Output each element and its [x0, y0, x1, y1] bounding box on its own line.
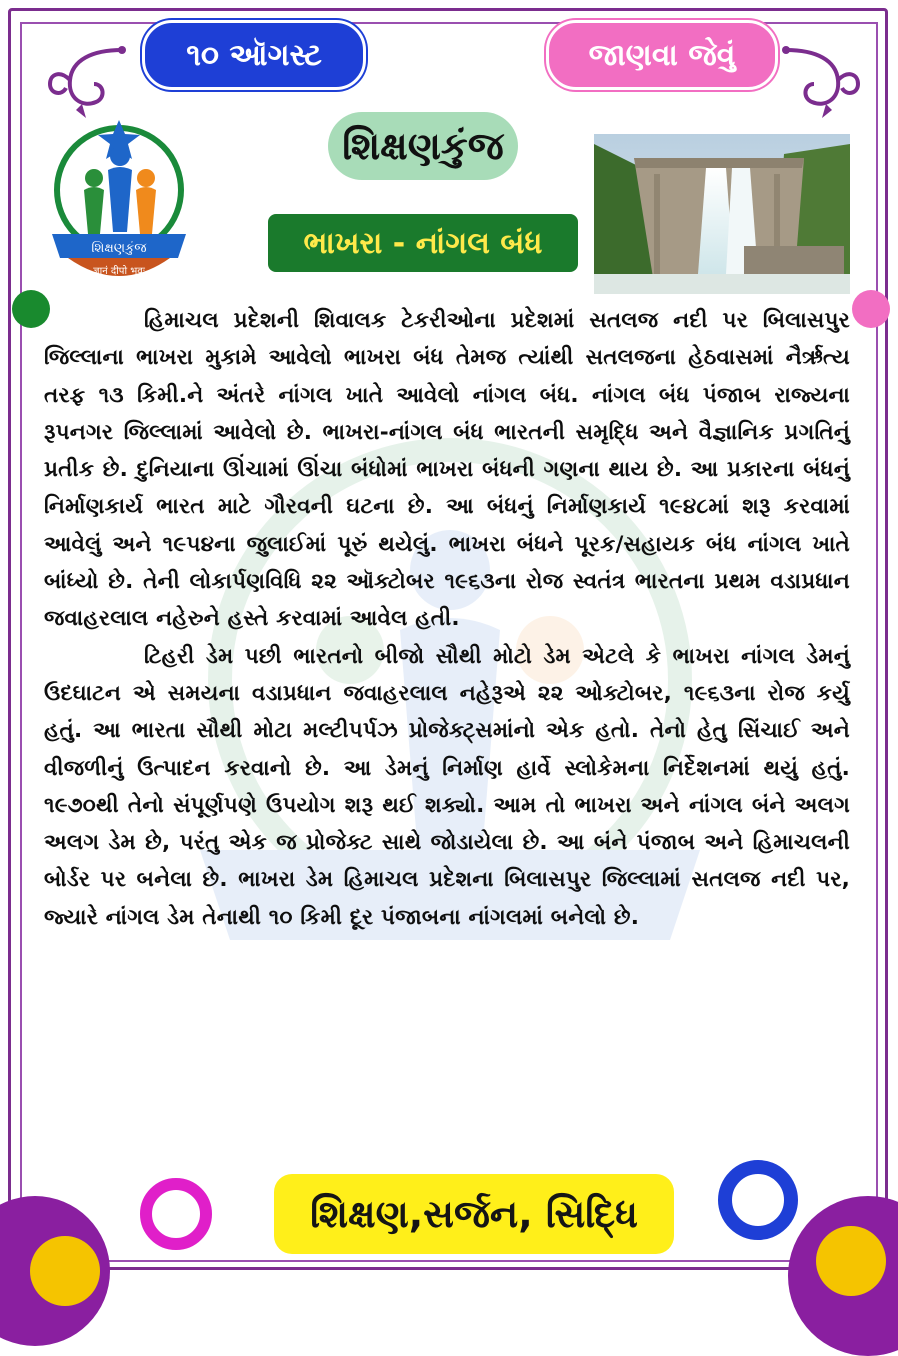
- left-flourish-icon: [42, 40, 132, 120]
- corner-yellow-right-decoration: [816, 1226, 886, 1296]
- bhakra-dam-photo: [594, 134, 850, 294]
- info-badge: જાણવા જેવું: [546, 20, 778, 90]
- logo-banner-text: શિક્ષણકુંજ: [91, 241, 147, 256]
- blue-ring-decoration: [718, 1160, 798, 1240]
- footer-tagline: શિક્ષણ,સર્જન, સિદ્ધિ: [274, 1174, 674, 1254]
- topic-title: ભાખરા - નાંગલ બંધ: [268, 214, 578, 272]
- date-badge: ૧૦ ઑગસ્ટ: [142, 20, 366, 90]
- magenta-ring-decoration: [140, 1178, 212, 1250]
- pink-dot-decoration: [852, 290, 890, 328]
- logo-motto: ज्ञानं दीपो भवः: [93, 266, 145, 277]
- article-body: [44, 302, 850, 936]
- article-paragraph: ટિહરી ડેમ પછી ભારતનો બીજો સૌથી મોટો ડેમ એટલે કે ભાખરા નાંગલ ડેમનું ઉદઘાટન એ સમયના વડાપ્રધાન જવાહરલાલ નહેરૂએ ૨૨ ઓક્ટોબર, ૧૯૬૩ના રોજ કર્યુ હતું. આ ભારતા સૌથી મોટા મલ્ટીપર્પઝ પ્રોજેક્ટ્સમાંનો એક હતો. તેનો હેતુ સિંચાઈ અને વીજળીનું ઉત્પાદન કરવાનો છે. આ ડેમનું નિર્માણ હાર્વે સ્લોકેમના નિર્દેશનમાં થયું હતું. ૧૯૭૦થી તેનો સંપૂર્ણપણે ઉપયોગ શરૂ થઈ શક્યો. આમ તો ભાખરા અને નાંગલ બંને અલગ અલગ ડેમ છે, પરંતુ એક જ પ્રોજેક્ટ સાથે જોડાયેલા છે. આ બંને પંજાબ અને હિમાચલની બોર્ડર પર બનેલા છે. ભાખરા ડેમ હિમાચલ પ્રદેશના બિલાસપુર જિલ્લામાં સતલજ નદી પર, જ્યારે નાંગલ ડેમ તેનાથી ૧૦ કિમી દૂર પંજાબના નાંગલમાં બનેલો છે.: [44, 643, 850, 930]
- right-flourish-icon: [776, 40, 866, 120]
- article-paragraph: હિમાચલ પ્રદેશની શિવાલક ટેકરીઓના પ્રદેશમાં સતલજ નદી પર બિલાસપુર જિલ્લાના ભાખરા મુકામે આવેલો ભાખરા બંધ તેમજ ત્યાંથી સતલજના હેઠવાસમાં નૈર્ઋત્ય તરફ ૧૩ કિમી.ને અંતરે નાંગલ ખાતે આવેલો નાંગલ બંધ. નાંગલ બંધ પંજાબ રાજ્યના રૂપનગર જિલ્લામાં આવેલો છે. ભાખરા-નાંગલ બંધ ભારતની સમૃદ્ધિ અને વૈજ્ઞાનિક પ્રગતિનું પ્રતીક છે. દુનિયાના ઊંચામાં ઊંચા બંધોમાં ભાખરા બંધની ગણના થાય છે. આ પ્રકારના બંધનું નિર્માણકાર્ય ભારત માટે ગૌરવની ઘટના છે. આ બંધનું નિર્માણકાર્ય ૧૯૪૮માં શરૂ કરવામાં આવેલું અને ૧૯૫૪ના જુલાઈમાં પૂરું થયેલું. ભાખરા બંધને પૂરક/સહાયક બંધ નાંગલ ખાતે બાંધ્યો છે. તેની લોકાર્પણવિધિ ૨૨ ઑક્ટોબર ૧૯૬૩ના રોજ સ્વતંત્ર ભારતના પ્રથમ વડાપ્રધાન જવાહરલાલ નહેરુને હસ્તે કરવામાં આવેલ હતી.: [44, 308, 850, 632]
- shikshankunj-logo-icon: [48, 116, 190, 288]
- brand-title: શિક્ષણકુંજ: [328, 112, 518, 180]
- corner-yellow-decoration: [30, 1236, 100, 1306]
